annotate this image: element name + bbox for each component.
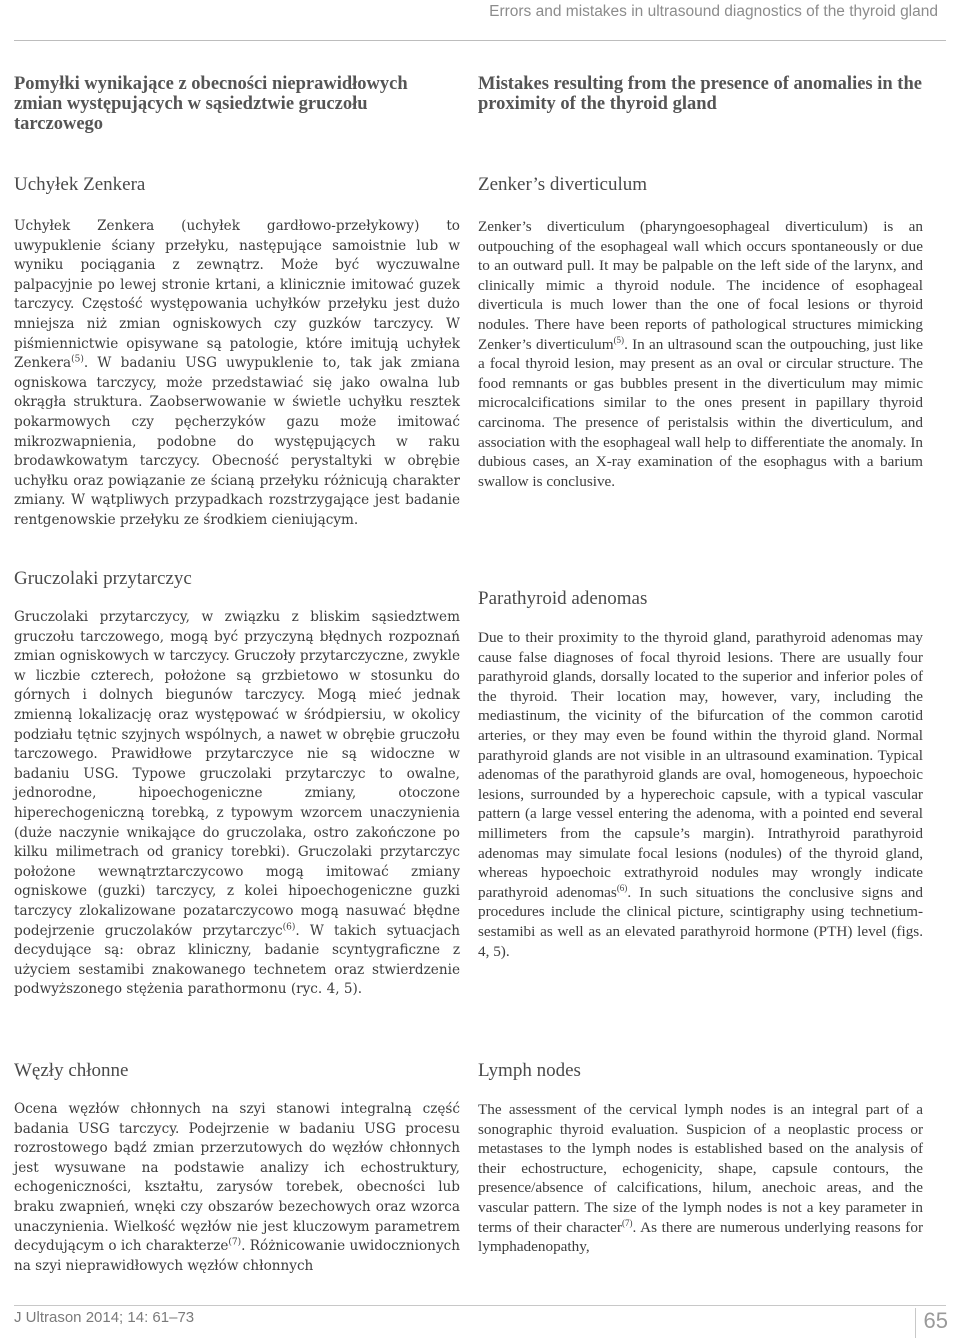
- text-run: . W takich sytuacjach decydujące są: obraz kliniczny, badanie scyntygraficzne z użyciem sestamibi znakowanego technetem oraz stwierdzenie podwyższonego stężenia parathormonu (ryc. 4, 5).: [14, 922, 460, 998]
- left-heading-lymph: Węzły chłonne: [14, 1060, 129, 1081]
- right-section-zenker: [478, 174, 923, 491]
- reference-7: (7): [228, 1237, 242, 1248]
- right-heading-zenker: Zenker’s diverticulum: [478, 174, 648, 195]
- right-heading-parathyroid: Parathyroid adenomas: [478, 588, 648, 609]
- right-title: Mistakes resulting from the presence of anomalies in the proximity of the thyroid gland: [478, 74, 922, 114]
- left-text-parathyroid: [14, 608, 460, 1000]
- text-run: . W badaniu USG uwypuklenie to, tak jak zmiana ogniskowa tarczycy, może przedstawiać się jako owalna lub okrągła struktura. Zaobserwowanie w świetle uchyłku resztek pokarmowych czy pęcherzyków gazu może imitować mikrozwapnienia, podobne do występujących w raku brodawkowatym tarczycy. Obecność perystaltyki w obrębie uchyłku oraz powiązanie ze ścianą przełyku różnicują charakter zmiany. W wątpliwych przypadkach rozstrzygające jest badanie rentgenowskie przełyku ze środkiem cieniującym.: [14, 355, 460, 528]
- text-run: Uchyłek Zenkera (uchyłek gardłowo-przełykowy) to uwypuklenie ściany przełyku, następujące samoistnie lub w wyniku pociągania z zewnątrz. Może być wyczuwalne palpacyjnie po lewej stronie krtani, a klinicznie imitować guzek tarczycy. Częstość występowania uchyłków przełyku jest dużo mniejsza niż zmian ogniskowych czy guzków tarczycy. W piśmiennictwie opisywane są patologie, które imitują uchyłek Zenkera: [14, 218, 460, 372]
- text-run: Gruczolaki przytarczycy, w związku z bliskim sąsiedztwem gruczołu tarczowego, mogą być przyczyną błędnych rozpoznań zmian ogniskowych w tarczycy. Gruczoły przytarczyczne, zwykle w liczbie czterech, położone są grzbietowo w stosunku do górnych i dolnych biegunów tarczycy. Mogą mieć jednak zmienną lokalizację oraz występować w śródpiersiu, w okolicy podziału tętnic szyjnych wspólnych, a nawet w obrębie gruczołu tarczowego. Prawidłowe przytarczyce nie są widoczne w badaniu USG. Typowe gruczolaki przytarczyc to owalne, jednorodne, hipoechogeniczne zmiany, otoczone hiperechogeniczną torebką, z typowym wzorcem unaczynienia (duże naczynie wnikające do gruczolaka, ostro zakończone po kilku milimetrach od granicy torebki). Gruczolaki przytarczyc położone wewnątrztarczycowo mogą imitować zmiany ogniskowe (guzki) tarczycy, z kolei hipoechogeniczne guzki tarczycy zlokalizowane pozatarczycowo mogą nasuwać błędne podejrzenie gruczolaków przytarczyc: [14, 609, 460, 939]
- left-column: [14, 74, 460, 1274]
- text-run: Zenker’s diverticulum (pharyngoesophageal diverticulum) is an outpouching of the esophageal wall which occurs spontaneously or due to an outward pull. It may be palpable on the left side of the larynx, and clinically mimic a thyroid nodule. The incidence of esophageal diverticula is much lower than the one of focal lesions or thyroid nodules. There have been reports of pathological structures mimicking Zenker’s diverticulum: [478, 218, 923, 353]
- right-section-lymph: [478, 1060, 923, 1257]
- left-section-parathyroid: [14, 568, 460, 1000]
- text-run: Ocena węzłów chłonnych na szyi stanowi integralną część badania USG tarczycy. Podejrzenie w badaniu USG procesu rozrostowego bądź zmian przerzutowych do węzłów chłonnych jest wysuwane na podstawie analizy ich echostruktury, echogeniczności, kształtu, zarysów torebek, obecności lub braku zwapnień, wnęki czy obszarów bezechowych oraz wzorca unaczynienia. Wielkość węzłów nie jest kluczowym parametrem decydującym o ich charakterze: [14, 1101, 460, 1255]
- right-text-parathyroid: [478, 628, 923, 961]
- left-heading-zenker: Uchyłek Zenkera: [14, 174, 146, 195]
- left-text-zenker: [14, 217, 460, 531]
- reference-5: (5): [613, 334, 625, 345]
- left-title: Pomyłki wynikające z obecności nieprawidłowych zmian występujących w sąsiedztwie gruczołu tarczowego: [14, 74, 408, 134]
- journal-citation: J Ultrason 2014; 14: 61–73: [14, 1309, 195, 1326]
- text-run: . In an ultrasound scan the outpouching, just like a focal thyroid lesion, may present as an oval or circular structure. The food remnants or gas bubbles present in the diverticulum may mimic microcalcifications similar to the ones present in papillary thyroid carcinoma. The presence of peristalsis within the diverticulum, and association with the esophageal wall help to differentiate the anomaly. In dubious cases, an X-ray examination of the esophagus with a barium swallow is conclusive.: [478, 335, 923, 490]
- header-rule: [14, 40, 946, 41]
- text-run: The assessment of the cervical lymph nodes is an integral part of a sonographic thyroid evaluation. Suspicion of a neoplastic process or metastases to the lymph nodes is established based on the analysis of their echostructure, echogenicity, shape, capsule contours, the presence/absence of calcifications, hilum, anechoic areas, and the vascular pattern. The size of the lymph nodes is not a key parameter in terms of their character: [478, 1101, 923, 1236]
- page-number: 65: [923, 1308, 948, 1333]
- left-section-lymph: [14, 1060, 460, 1276]
- right-section-parathyroid: [478, 588, 923, 961]
- text-run: . In such situations the conclusive signs and procedures include the clinical picture, scintigraphy using technetium-sestamibi as well as an elevated parathyroid hormone (PTH) level (figs. 4, 5).: [478, 883, 923, 960]
- left-heading-parathyroid: Gruczolaki przytarczyc: [14, 568, 192, 589]
- right-heading-lymph: Lymph nodes: [478, 1060, 581, 1081]
- reference-5: (5): [71, 354, 84, 365]
- left-text-lymph: [14, 1100, 460, 1276]
- running-head: Errors and mistakes in ultrasound diagnostics of the thyroid gland: [489, 3, 938, 20]
- reference-7: (7): [621, 1217, 633, 1228]
- left-section-zenker: [14, 174, 460, 531]
- reference-6: (6): [616, 882, 628, 893]
- right-text-zenker: [478, 217, 923, 491]
- footer-rule: [14, 1305, 946, 1306]
- text-run: . As there are numerous underlying reasons for lymphadenopathy,: [478, 1218, 924, 1256]
- right-text-lymph: [478, 1100, 923, 1257]
- text-run: Due to their proximity to the thyroid gland, parathyroid adenomas may cause false diagnoses of focal thyroid lesions. There are usually four parathyroid glands, dorsally located to the superior and inferior poles of the thyroid. Their location may, however, vary, including the mediastinum, the vicinity of the bifurcation of the common carotid arteries, or they may even be found within the thyroid gland. Normal parathyroid glands are not visible in an ultrasound examination. Typical adenomas of the parathyroid glands are oval, homogeneous, hypoechoic lesions, surrounded by a hyperechoic capsule, with a typical vascular pattern (a large vessel entering the adenoma, with a pointed end several millimeters from the capsule’s margin). Intrathyroid parathyroid adenomas may simulate focal lesions (nodules) of the thyroid gland, whereas hypoechoic extrathyroid nodules may wrongly indicate parathyroid adenomas: [478, 629, 923, 901]
- reference-6: (6): [282, 921, 296, 932]
- text-run: . Różnicowanie uwidocznionych na szyi nieprawidłowych węzłów chłonnych: [14, 1238, 460, 1274]
- right-column: [478, 74, 924, 1256]
